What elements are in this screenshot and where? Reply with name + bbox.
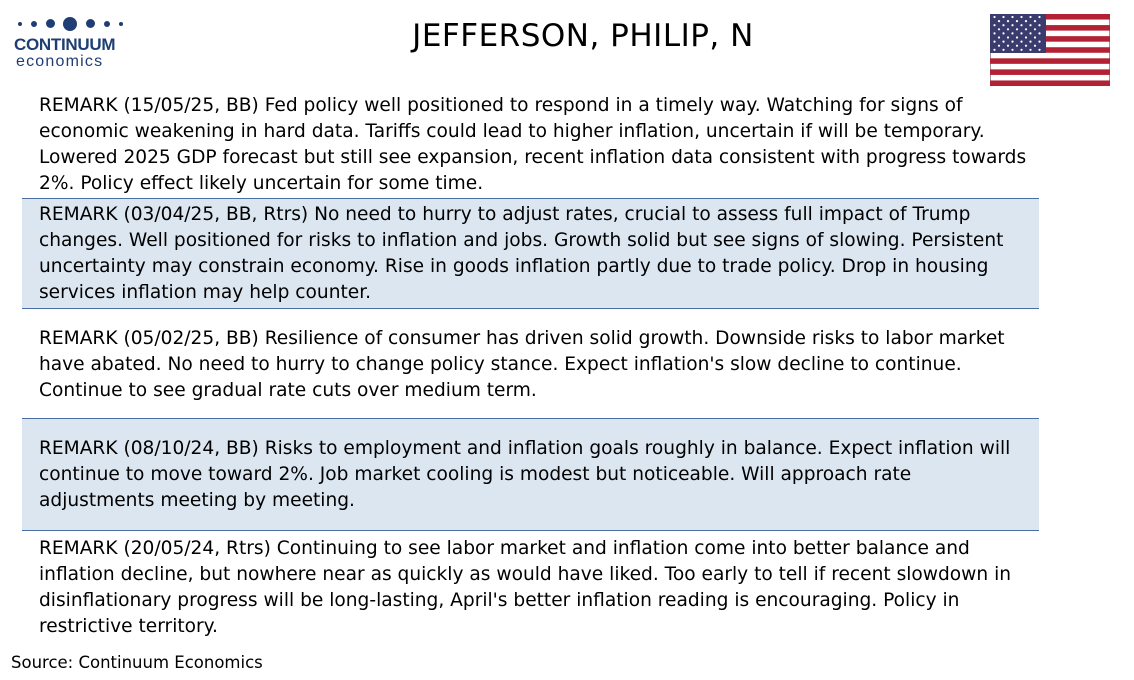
- flag-star: [1011, 49, 1013, 51]
- flag-star: [1025, 28, 1027, 30]
- flag-star: [1002, 32, 1004, 34]
- flag-star: [1002, 49, 1004, 51]
- flag-star: [1011, 16, 1013, 18]
- flag-star: [1020, 24, 1022, 26]
- flag-star: [1016, 28, 1018, 30]
- flag-star: [1016, 45, 1018, 47]
- flag-star: [1020, 41, 1022, 43]
- remark-text: REMARK (20/05/24, Rtrs) Continuing to see labor market and inflation come into better balance and inflation decline, but nowhere near as quickly as would have liked. Too early to tell if recent slowdown in disinflationary progress will be long-lasting, April's better inflation reading is encouraging. Policy in restrictive territory.: [39, 538, 1012, 637]
- flag-star: [1029, 41, 1031, 43]
- flag-star: [1029, 24, 1031, 26]
- flag-star: [993, 16, 995, 18]
- flag-star: [1016, 36, 1018, 38]
- flag-star: [1038, 24, 1040, 26]
- flag-star: [1002, 41, 1004, 43]
- flag-star: [1020, 16, 1022, 18]
- flag-star: [1025, 36, 1027, 38]
- remark-item: [22, 419, 1039, 531]
- flag-star: [1029, 32, 1031, 34]
- flag-star: [1002, 16, 1004, 18]
- flag-star: [998, 45, 1000, 47]
- remark-item: [22, 531, 1039, 643]
- source-note: Source: Continuum Economics: [11, 653, 263, 672]
- flag-star: [1007, 20, 1009, 22]
- flag-star: [993, 24, 995, 26]
- flag-star: [1007, 36, 1009, 38]
- flag-stripe: [990, 58, 1110, 64]
- flag-star: [1034, 20, 1036, 22]
- flag-star: [998, 28, 1000, 30]
- flag-stripe: [990, 69, 1110, 75]
- remark-item: [22, 199, 1039, 309]
- flag-star: [1020, 49, 1022, 51]
- flag-star: [993, 41, 995, 43]
- flag-star: [1011, 41, 1013, 43]
- logo-text-economics: economics: [16, 53, 104, 70]
- flag-star: [1038, 49, 1040, 51]
- logo-dots-icon: [14, 14, 134, 34]
- flag-star: [1011, 24, 1013, 26]
- flag-stripe: [990, 80, 1110, 86]
- flag-star: [1025, 45, 1027, 47]
- flag-star: [1007, 45, 1009, 47]
- flag-star: [993, 32, 995, 34]
- flag-star: [993, 49, 995, 51]
- flag-star: [1020, 32, 1022, 34]
- remark-text: REMARK (15/05/25, BB) Fed policy well positioned to respond in a timely way. Watching for signs of economic weakening in hard data. Tariffs could lead to higher inflation, uncertain if will be temporary. Lowered 2025 GDP forecast but still see expansion, recent inflation data consistent with progress towards 2%. Policy effect likely uncertain for some time.: [39, 95, 1027, 194]
- remark-item: [22, 90, 1039, 199]
- company-logo: [14, 14, 134, 70]
- flag-star: [1016, 20, 1018, 22]
- flag-star: [1029, 49, 1031, 51]
- flag-star: [998, 36, 1000, 38]
- remark-text: REMARK (03/04/25, BB, Rtrs) No need to hurry to adjust rates, crucial to assess full impact of Trump changes. Well positioned for risks to inflation and jobs. Growth solid but see signs of slowing. Persistent uncertainty may constrain economy. Rise in goods inflation partly due to trade policy. Drop in housing services inflation may help counter.: [39, 204, 1004, 303]
- flag-star: [1034, 28, 1036, 30]
- flag-star: [1002, 24, 1004, 26]
- remark-text: REMARK (08/10/24, BB) Risks to employment and inflation goals roughly in balance. Expect inflation will continue to move toward 2%. Job market cooling is modest but noticeable. Will approach rate adjustments meeting by meeting.: [39, 438, 1011, 511]
- us-flag-icon: [990, 14, 1110, 86]
- flag-star: [1034, 45, 1036, 47]
- flag-star: [1034, 36, 1036, 38]
- flag-star: [1007, 28, 1009, 30]
- flag-star: [1038, 41, 1040, 43]
- flag-star: [1038, 32, 1040, 34]
- flag-star: [1025, 20, 1027, 22]
- remark-text: REMARK (05/02/25, BB) Resilience of consumer has driven solid growth. Downside risks to labor market have abated. No need to hurry to change policy stance. Expect inflation's slow decline to continue. Continue to see gradual rate cuts over medium term.: [39, 328, 1005, 401]
- page-title: JEFFERSON, PHILIP, N: [412, 18, 754, 54]
- flag-star: [1038, 16, 1040, 18]
- remarks-list: [22, 90, 1039, 643]
- remark-item: [22, 309, 1039, 419]
- flag-star: [1029, 16, 1031, 18]
- logo-text-continuum: CONTINUUM: [14, 35, 116, 54]
- flag-star: [998, 20, 1000, 22]
- flag-star: [1011, 32, 1013, 34]
